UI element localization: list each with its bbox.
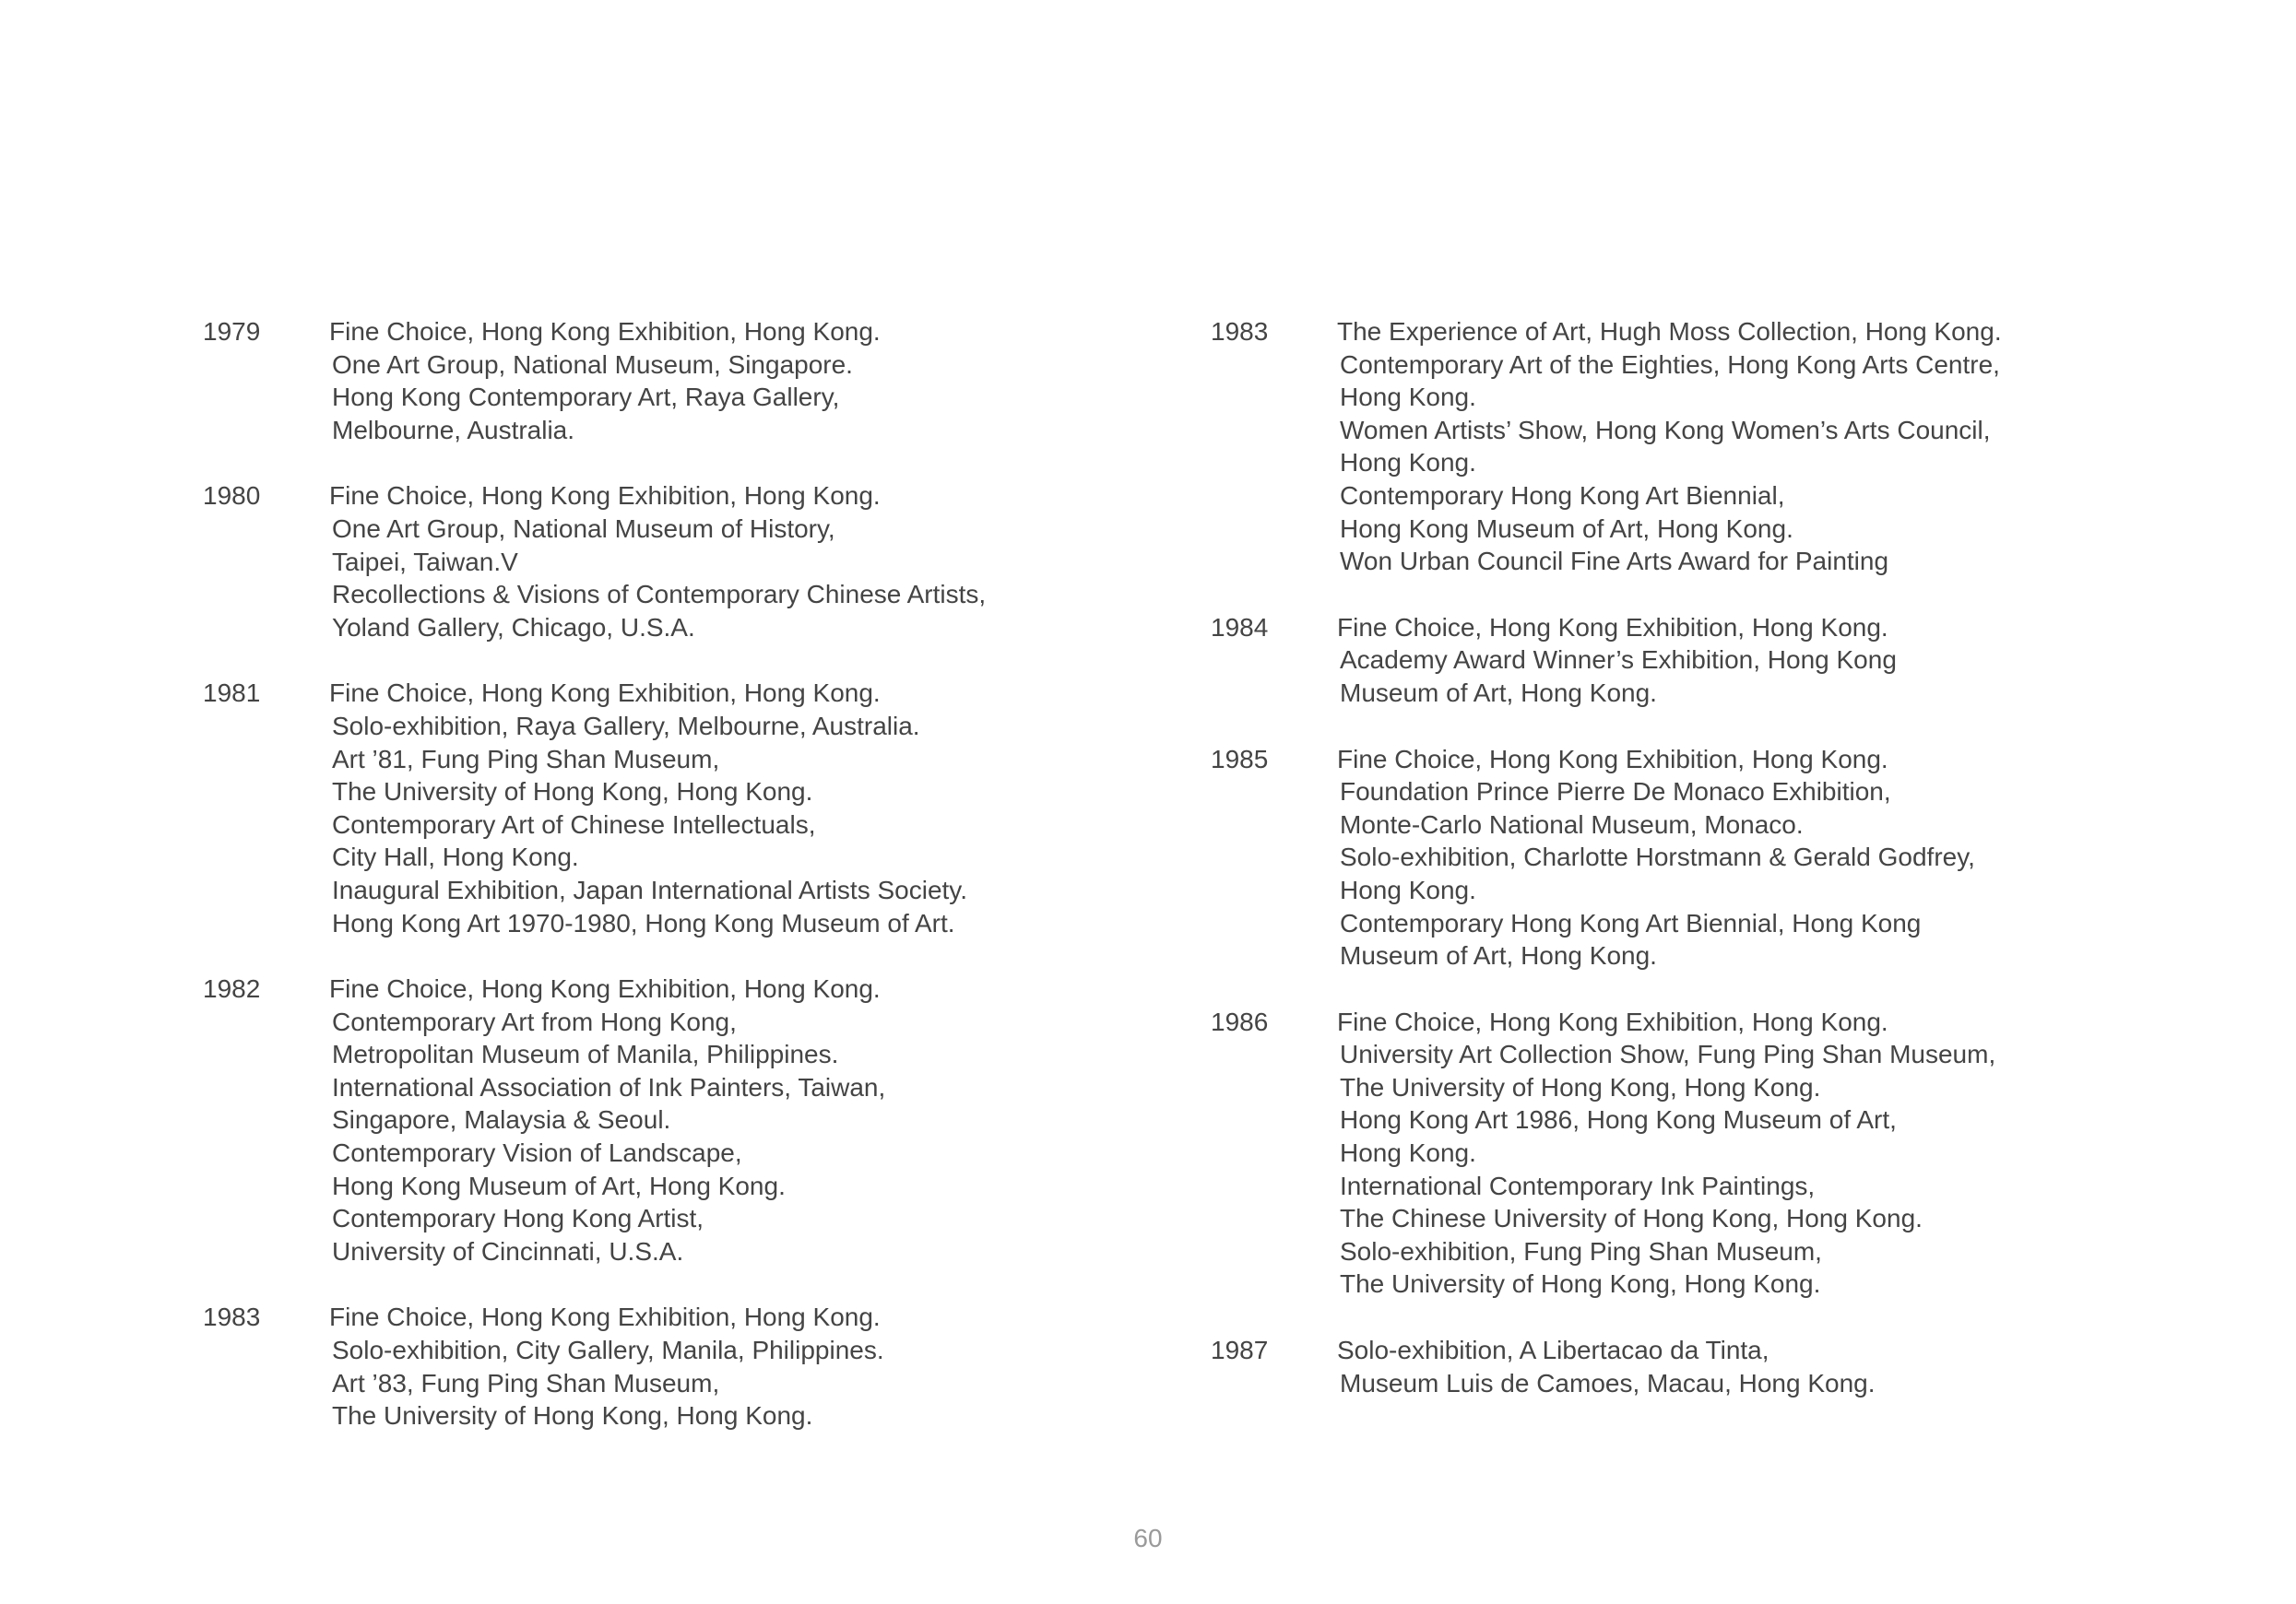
exhibition-line: Hong Kong Museum of Art, Hong Kong.	[1340, 513, 1793, 543]
exhibition-line: Fine Choice, Hong Kong Exhibition, Hong Kong.	[1337, 612, 1888, 642]
exhibition-line: One Art Group, National Museum of History,	[332, 513, 835, 543]
exhibition-line: Academy Award Winner’s Exhibition, Hong Kong	[1340, 645, 1897, 675]
exhibition-line: One Art Group, National Museum, Singapore.	[332, 349, 853, 379]
exhibition-line: Metropolitan Museum of Manila, Philippines.	[332, 1040, 839, 1069]
exhibition-line: The Chinese University of Hong Kong, Hong Kong.	[1340, 1204, 1923, 1233]
exhibition-line: Singapore, Malaysia & Seoul.	[332, 1105, 671, 1135]
exhibition-line: Women Artists’ Show, Hong Kong Women’s Arts Council,	[1340, 415, 1991, 444]
year-label: 1980	[203, 481, 261, 511]
exhibition-line: Yoland Gallery, Chicago, U.S.A.	[332, 612, 695, 642]
exhibition-line: Contemporary Vision of Landscape,	[332, 1138, 742, 1168]
exhibition-line: Contemporary Hong Kong Artist,	[332, 1204, 704, 1233]
exhibition-line: Fine Choice, Hong Kong Exhibition, Hong Kong.	[329, 317, 881, 346]
exhibition-line: Museum of Art, Hong Kong.	[1340, 941, 1657, 971]
exhibition-line: International Association of Ink Painters, Taiwan,	[332, 1072, 886, 1102]
exhibition-line: Art ’83, Fung Ping Shan Museum,	[332, 1368, 720, 1398]
year-label: 1983	[203, 1303, 261, 1332]
exhibition-year-entry	[203, 315, 1125, 446]
year-label: 1981	[203, 678, 261, 708]
exhibition-line: Hong Kong.	[1340, 875, 1476, 904]
exhibition-list	[329, 973, 1125, 1268]
exhibition-line: Hong Kong Art 1970-1980, Hong Kong Museum of Art.	[332, 908, 955, 938]
exhibition-line: Hong Kong.	[1340, 1138, 1476, 1168]
exhibition-line: Fine Choice, Hong Kong Exhibition, Hong Kong.	[1337, 744, 1888, 773]
exhibition-line: Contemporary Art of Chinese Intellectuals,	[332, 809, 816, 839]
exhibition-line: Melbourne, Australia.	[332, 415, 575, 444]
exhibition-line: Solo-exhibition, Raya Gallery, Melbourne, Australia.	[332, 711, 920, 740]
exhibition-year-entry	[203, 973, 1125, 1268]
exhibition-list	[1337, 315, 2133, 578]
exhibition-line: Contemporary Hong Kong Art Biennial,	[1340, 480, 1785, 510]
exhibition-line: University Art Collection Show, Fung Ping Shan Museum,	[1340, 1040, 1996, 1069]
exhibition-line: Fine Choice, Hong Kong Exhibition, Hong Kong.	[329, 1303, 881, 1332]
exhibition-line: The University of Hong Kong, Hong Kong.	[332, 1401, 813, 1431]
exhibition-line: City Hall, Hong Kong.	[332, 843, 579, 872]
right-column	[1211, 315, 2133, 1433]
exhibition-list	[329, 1301, 1125, 1432]
exhibition-line: Solo-exhibition, Charlotte Horstmann & Gerald Godfrey,	[1340, 843, 1975, 872]
exhibition-line: Museum Luis de Camoes, Macau, Hong Kong.	[1340, 1368, 1876, 1398]
exhibition-list	[1337, 611, 2133, 710]
exhibition-list	[329, 315, 1125, 446]
year-label: 1985	[1211, 744, 1269, 773]
exhibition-line: International Contemporary Ink Paintings,	[1340, 1171, 1816, 1200]
page-number: 60	[1133, 1524, 1163, 1552]
exhibition-line: Hong Kong.	[1340, 383, 1476, 412]
year-label: 1986	[1211, 1007, 1269, 1036]
exhibition-line: Fine Choice, Hong Kong Exhibition, Hong Kong.	[329, 678, 881, 708]
exhibition-year-entry	[1211, 1334, 2133, 1399]
exhibition-line: Recollections & Visions of Contemporary Chinese Artists,	[332, 580, 987, 609]
exhibition-line: The Experience of Art, Hugh Moss Collection, Hong Kong.	[1337, 317, 2002, 346]
exhibition-line: Fine Choice, Hong Kong Exhibition, Hong Kong.	[1337, 1007, 1888, 1036]
exhibition-line: Monte-Carlo National Museum, Monaco.	[1340, 809, 1804, 839]
year-label: 1987	[1211, 1336, 1269, 1365]
year-label: 1984	[1211, 612, 1269, 642]
exhibition-year-entry	[1211, 1006, 2133, 1301]
exhibition-line: Hong Kong.	[1340, 448, 1476, 478]
exhibition-year-entry	[203, 1301, 1125, 1432]
exhibition-year-entry	[1211, 315, 2133, 578]
exhibition-line: Hong Kong Museum of Art, Hong Kong.	[332, 1171, 786, 1200]
exhibition-line: Solo-exhibition, Fung Ping Shan Museum,	[1340, 1236, 1822, 1266]
exhibition-line: Fine Choice, Hong Kong Exhibition, Hong Kong.	[329, 481, 881, 511]
exhibition-line: The University of Hong Kong, Hong Kong.	[1340, 1072, 1821, 1102]
exhibition-year-entry	[203, 479, 1125, 643]
exhibition-line: University of Cincinnati, U.S.A.	[332, 1236, 684, 1266]
exhibition-list	[329, 677, 1125, 939]
exhibition-line: Inaugural Exhibition, Japan International Artists Society.	[332, 875, 967, 904]
exhibition-list	[1337, 743, 2133, 973]
exhibition-line: Art ’81, Fung Ping Shan Museum,	[332, 744, 720, 773]
exhibition-year-entry	[1211, 611, 2133, 710]
exhibition-line: Hong Kong Art 1986, Hong Kong Museum of Art,	[1340, 1105, 1897, 1135]
exhibition-line: Solo-exhibition, A Libertacao da Tinta,	[1337, 1336, 1769, 1365]
exhibition-list	[1337, 1334, 2133, 1399]
exhibition-line: Contemporary Art from Hong Kong,	[332, 1007, 737, 1036]
exhibition-list	[1337, 1006, 2133, 1301]
exhibition-line: Won Urban Council Fine Arts Award for Painting	[1340, 547, 1889, 576]
exhibition-list	[329, 479, 1125, 643]
year-label: 1982	[203, 974, 261, 1004]
exhibition-line: Foundation Prince Pierre De Monaco Exhibition,	[1340, 777, 1891, 807]
left-column	[203, 315, 1125, 1466]
exhibition-line: The University of Hong Kong, Hong Kong.	[1340, 1269, 1821, 1299]
exhibition-year-entry	[203, 677, 1125, 939]
exhibition-line: Solo-exhibition, City Gallery, Manila, Philippines.	[332, 1336, 884, 1365]
exhibition-line: Hong Kong Contemporary Art, Raya Gallery,	[332, 383, 840, 412]
year-label: 1979	[203, 317, 261, 346]
exhibition-line: Fine Choice, Hong Kong Exhibition, Hong Kong.	[329, 974, 881, 1004]
exhibition-line: Contemporary Art of the Eighties, Hong Kong Arts Centre,	[1340, 349, 2000, 379]
exhibition-line: The University of Hong Kong, Hong Kong.	[332, 777, 813, 807]
year-label: 1983	[1211, 317, 1269, 346]
exhibition-line: Taipei, Taiwan.V	[332, 547, 518, 576]
exhibition-line: Museum of Art, Hong Kong.	[1340, 678, 1657, 707]
exhibition-line: Contemporary Hong Kong Art Biennial, Hong Kong	[1340, 908, 1922, 938]
exhibition-year-entry	[1211, 743, 2133, 973]
